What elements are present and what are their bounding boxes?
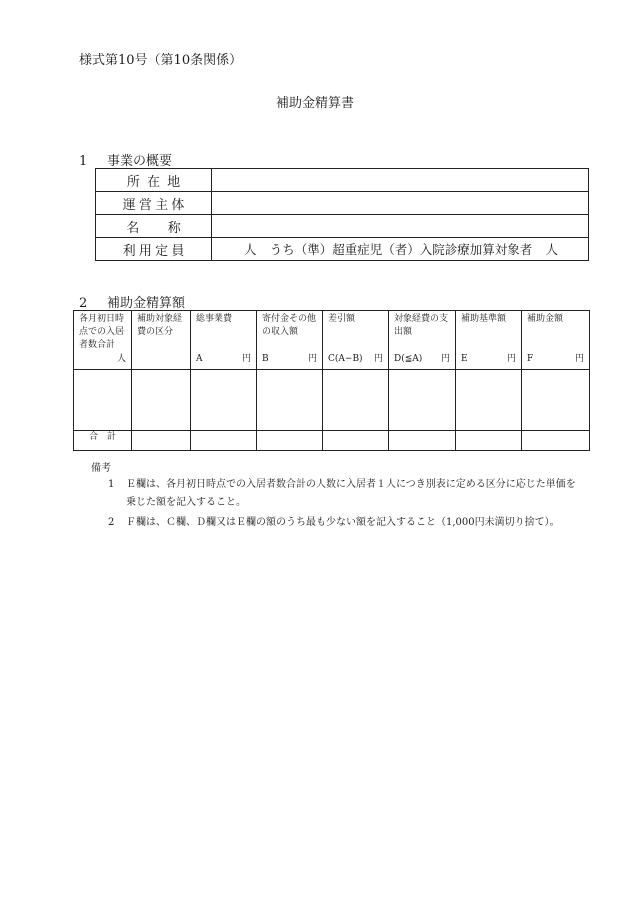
col-subsidy-amount: 補助金額 F 円 — [522, 311, 590, 370]
remarks-heading: 備考 — [91, 463, 111, 474]
remark-text: Ｅ欄は、各月初日時点での入居者数合計の人数に入居者１人につき別表に定める区分に応じた単価を — [126, 479, 576, 490]
table-row — [96, 215, 589, 238]
section-2-number: 2 — [79, 296, 88, 311]
total-cell[interactable] — [389, 431, 456, 451]
table-row — [96, 192, 589, 215]
col-expense-category: 補助対象経費の区分 — [132, 311, 191, 370]
donations-cell[interactable] — [257, 370, 323, 431]
difference-cell[interactable] — [323, 370, 389, 431]
total-cost-cell[interactable] — [191, 370, 257, 431]
section-2-title: 補助金精算額 — [107, 296, 186, 311]
section-1-title: 事業の概要 — [107, 154, 173, 169]
col-standard-amount: 補助基準額 E 円 — [456, 311, 522, 370]
capacity-field[interactable] — [212, 238, 589, 261]
remark-number: 1 — [108, 479, 115, 490]
location-label: 所在地 — [96, 169, 212, 192]
total-cell[interactable] — [522, 431, 590, 451]
expense-category-cell[interactable] — [132, 370, 191, 431]
col-total-cost: 総事業費 A 円 — [191, 311, 257, 370]
form-number: 様式第10号（第10条関係） — [79, 53, 243, 68]
total-cell[interactable] — [257, 431, 323, 451]
location-field[interactable] — [212, 169, 589, 192]
table-row — [96, 169, 589, 192]
remark-number: 2 — [108, 517, 115, 528]
total-cell[interactable] — [191, 431, 257, 451]
total-cell[interactable] — [132, 431, 191, 451]
overview-table — [95, 168, 589, 261]
settlement-table — [73, 310, 590, 451]
section-1-heading — [79, 150, 172, 169]
document-title: 補助金精算書 — [275, 96, 354, 111]
total-cell[interactable] — [323, 431, 389, 451]
col-residents: 各月初日時点での入居者数合計 人 — [74, 311, 132, 370]
section-2-heading — [79, 292, 185, 311]
table-row — [74, 370, 590, 431]
operator-field[interactable] — [212, 192, 589, 215]
total-row — [74, 431, 590, 451]
section-1-number: 1 — [79, 154, 88, 169]
capacity-label: 利用定員 — [96, 238, 212, 261]
table-row — [96, 238, 589, 261]
standard-amount-cell[interactable] — [456, 370, 522, 431]
remark-item — [108, 476, 588, 512]
total-label: 合 計 — [74, 431, 132, 451]
total-cell[interactable] — [456, 431, 522, 451]
col-difference: 差引額 C(A−B) 円 — [323, 311, 389, 370]
remark-text-continued: 乗じた額を記入すること。 — [126, 497, 246, 508]
name-label: 名称 — [96, 215, 212, 238]
remark-item — [108, 514, 598, 532]
table-header-row — [74, 311, 590, 370]
capacity-unit: 人 — [244, 242, 257, 257]
name-field[interactable] — [212, 215, 589, 238]
residents-cell[interactable] — [74, 370, 132, 431]
remark-text: Ｆ欄は、Ｃ欄、Ｄ欄又はＥ欄の額のうち最も少ない額を記入すること（1,000円未満切り捨て）。 — [126, 517, 560, 528]
capacity-unit-end: 人 — [545, 242, 558, 257]
operator-label: 運営主体 — [96, 192, 212, 215]
capacity-note: うち（準）超重症児（者）入院診療加算対象者 — [269, 242, 533, 257]
eligible-expenditure-cell[interactable] — [389, 370, 456, 431]
col-donations: 寄付金その他の収入額 B 円 — [257, 311, 323, 370]
subsidy-amount-cell[interactable] — [522, 370, 590, 431]
col-eligible-expenditure: 対象経費の支出額 D(≦A) 円 — [389, 311, 456, 370]
